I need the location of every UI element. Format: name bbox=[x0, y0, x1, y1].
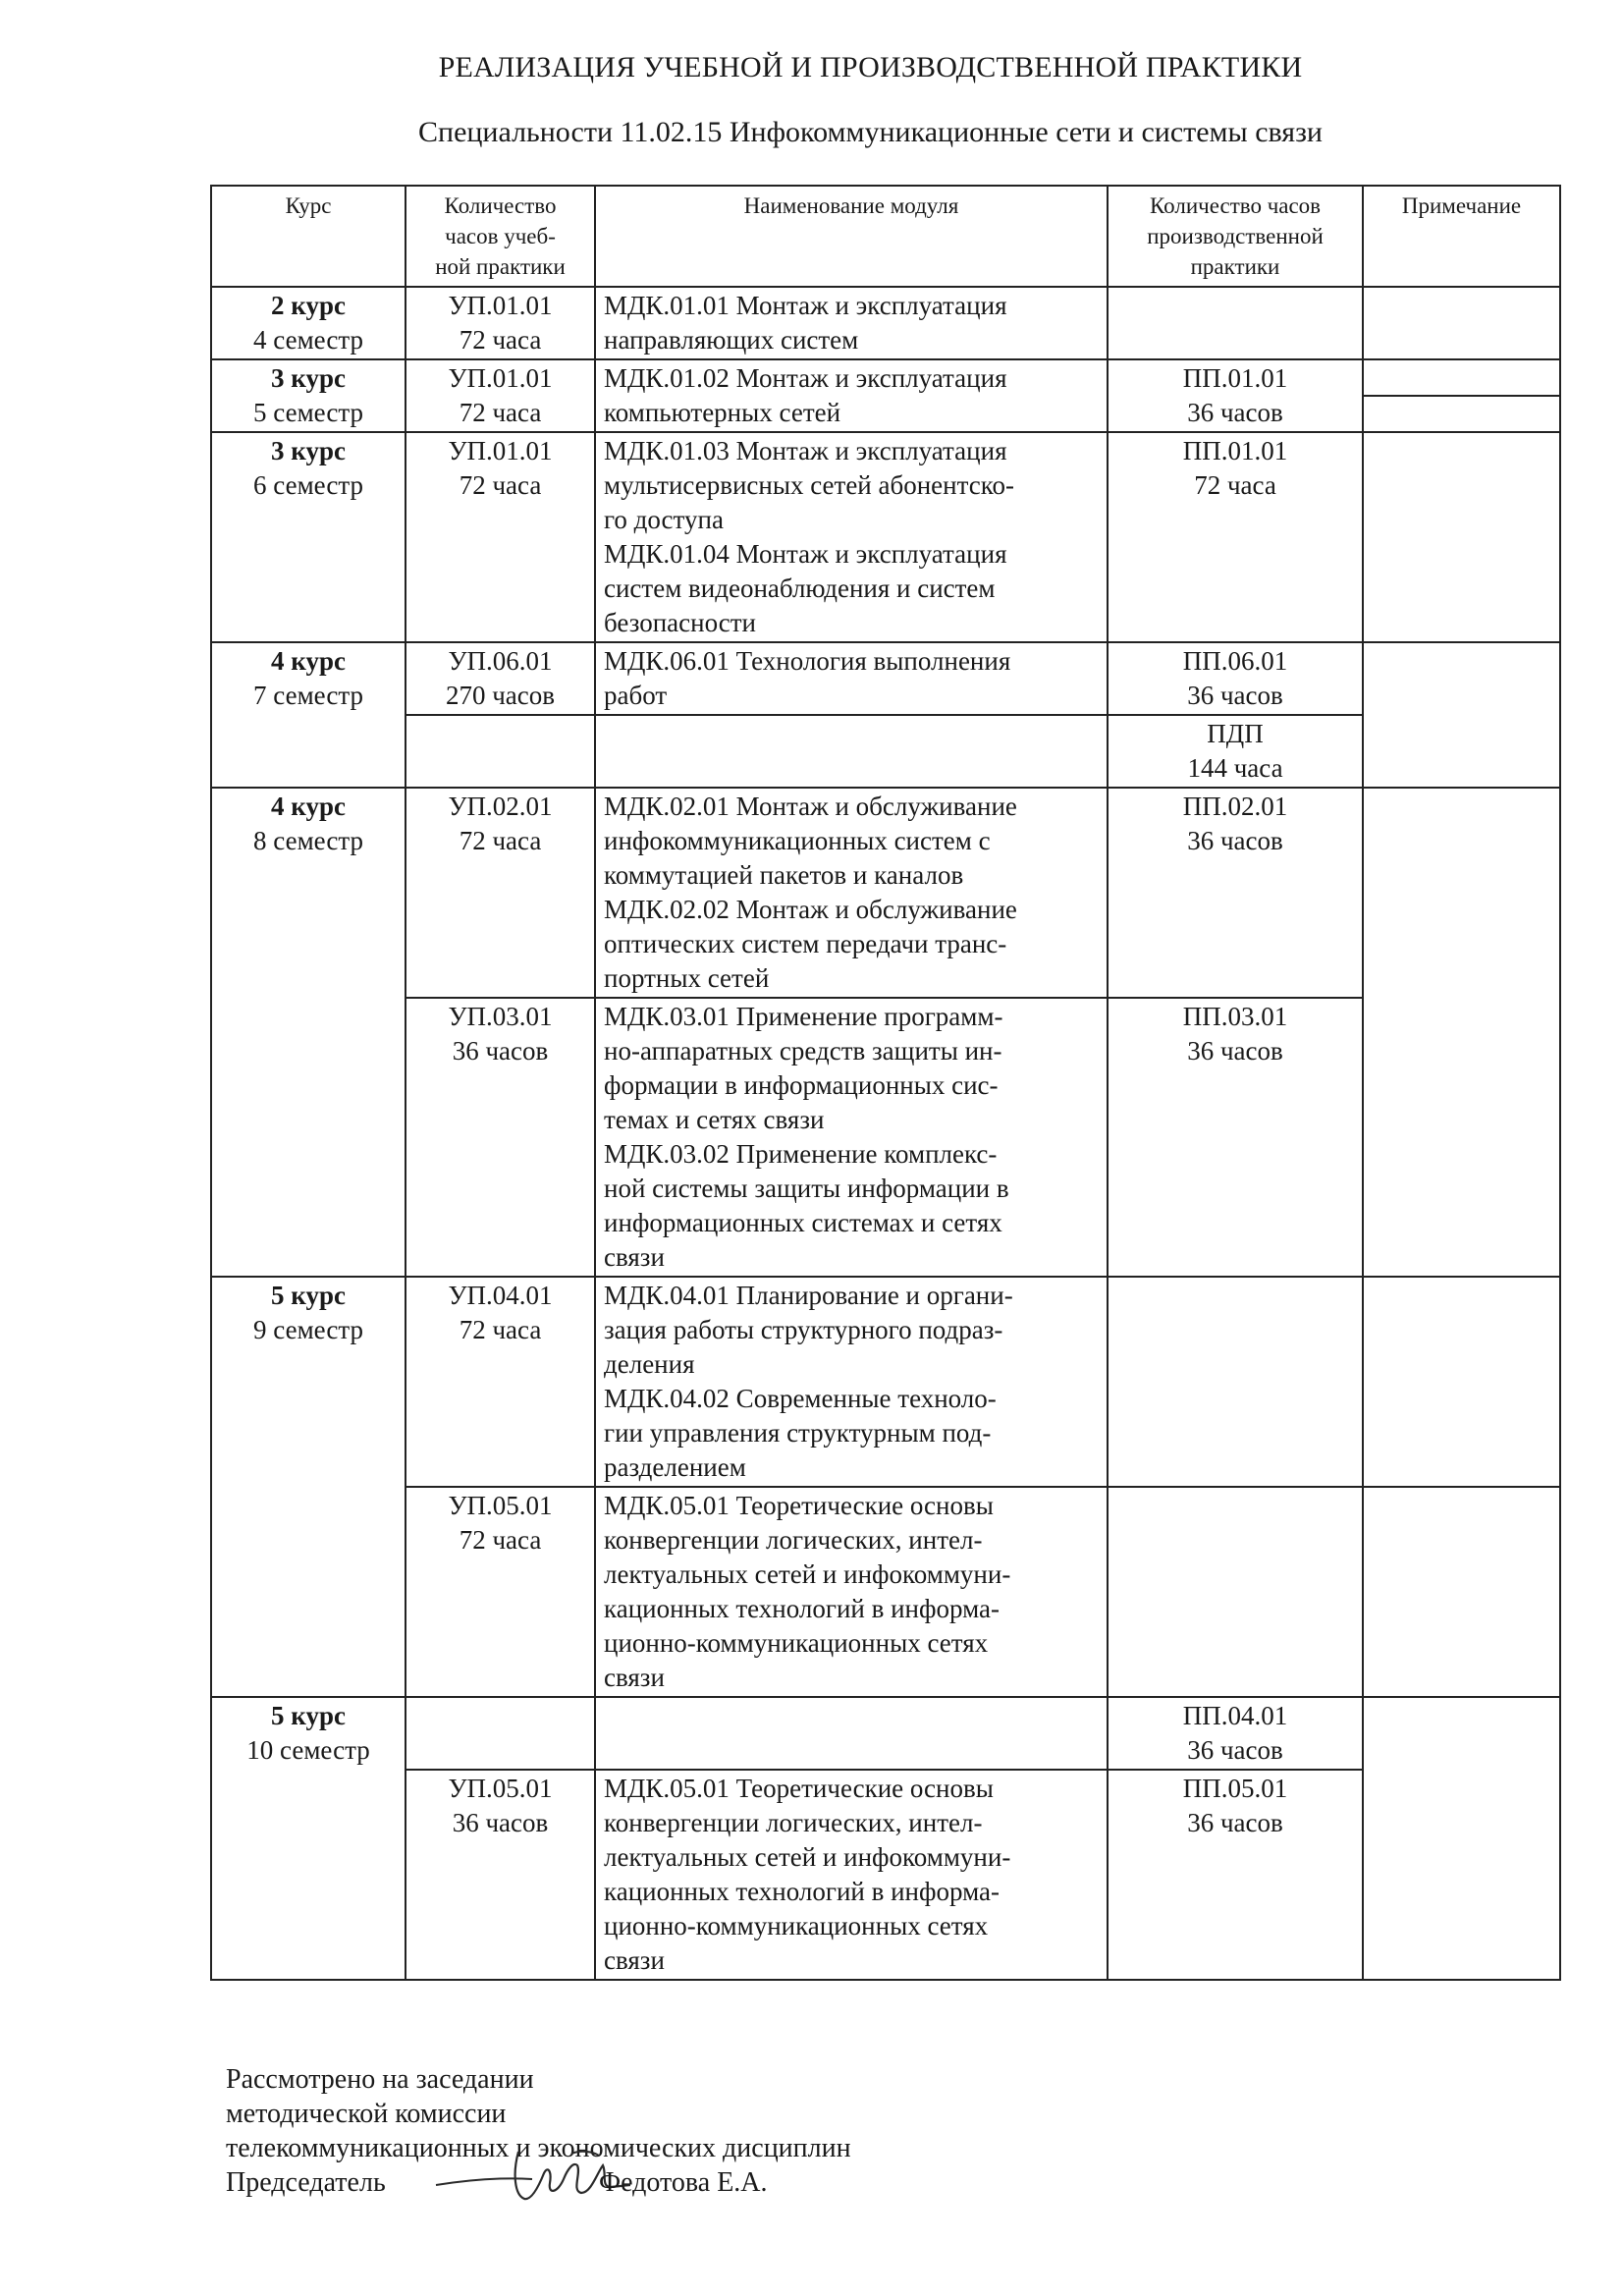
kurs-cell: 2 курс 4 семестр bbox=[211, 287, 406, 359]
up-cell: УП.02.01 72 часа bbox=[406, 788, 595, 998]
module-cell: МДК.01.02 Монтаж и эксплуатация компьютерных сетей bbox=[595, 359, 1108, 432]
module-cell bbox=[595, 1697, 1108, 1770]
note-cell bbox=[1363, 642, 1560, 788]
kurs-cell: 5 курс 10 семестр bbox=[211, 1697, 406, 1980]
module-cell: МДК.02.01 Монтаж и обслуживание инфокоммуникационных систем с коммутацией пакетов и каналов МДК.02.02 Монтаж и обслуживание оптических систем передачи транс- портных сетей bbox=[595, 788, 1108, 998]
pp-cell: ПП.01.01 72 часа bbox=[1108, 432, 1363, 642]
practice-table bbox=[210, 185, 1561, 1981]
table-row bbox=[211, 1277, 1560, 1487]
pp-cell: ПП.03.01 36 часов bbox=[1108, 998, 1363, 1277]
up-cell: УП.05.01 72 часа bbox=[406, 1487, 595, 1697]
up-cell: УП.01.01 72 часа bbox=[406, 359, 595, 432]
pp-cell bbox=[1108, 1487, 1363, 1697]
pp-cell bbox=[1108, 1277, 1363, 1487]
table-row bbox=[211, 432, 1560, 642]
kurs-cell: 4 курс 7 семестр bbox=[211, 642, 406, 788]
table-header-row bbox=[211, 186, 1560, 287]
header-hours-pp: Количество часов производственной практики bbox=[1108, 186, 1363, 287]
up-cell bbox=[406, 1697, 595, 1770]
up-cell: УП.01.01 72 часа bbox=[406, 432, 595, 642]
kurs-cell: 4 курс 8 семестр bbox=[211, 788, 406, 1277]
module-cell: МДК.01.01 Монтаж и эксплуатация направляющих систем bbox=[595, 287, 1108, 359]
up-cell: УП.01.01 72 часа bbox=[406, 287, 595, 359]
table-row bbox=[211, 788, 1560, 998]
note-cell bbox=[1363, 1277, 1560, 1487]
kurs-cell: 3 курс 6 семестр bbox=[211, 432, 406, 642]
kurs-cell: 5 курс 9 семестр bbox=[211, 1277, 406, 1697]
module-cell: МДК.06.01 Технология выполнения работ bbox=[595, 642, 1108, 715]
table-row bbox=[211, 642, 1560, 715]
module-cell: МДК.05.01 Теоретические основы конвергенции логических, интел- лектуальных сетей и инфокоммуни- кационных технологий в информа- ционно-коммуникационных сетях связи bbox=[595, 1487, 1108, 1697]
pp-cell: ПП.01.01 36 часов bbox=[1108, 359, 1363, 432]
note-cell bbox=[1363, 287, 1560, 359]
chair-name: Федотова Е.А. bbox=[599, 2167, 768, 2198]
table-row bbox=[211, 998, 1560, 1277]
footer-line: телекоммуникационных и экономических дисциплин bbox=[226, 2133, 851, 2163]
header-note: Примечание bbox=[1363, 186, 1560, 287]
header-module: Наименование модуля bbox=[595, 186, 1108, 287]
up-cell: УП.03.01 36 часов bbox=[406, 998, 595, 1277]
pp-cell: ПП.05.01 36 часов bbox=[1108, 1770, 1363, 1980]
approval-footer bbox=[226, 2062, 851, 2200]
pp-cell: ПП.04.01 36 часов bbox=[1108, 1697, 1363, 1770]
pp-cell: ПДП 144 часа bbox=[1108, 715, 1363, 788]
signature-row bbox=[226, 2165, 851, 2200]
up-cell: УП.06.01 270 часов bbox=[406, 642, 595, 715]
note-cell bbox=[1363, 1697, 1560, 1980]
footer-line: Рассмотрено на заседании bbox=[226, 2064, 534, 2095]
module-cell bbox=[595, 715, 1108, 788]
up-cell: УП.04.01 72 часа bbox=[406, 1277, 595, 1487]
kurs-cell: 3 курс 5 семестр bbox=[211, 359, 406, 432]
table-row bbox=[211, 1487, 1560, 1697]
pp-cell bbox=[1108, 287, 1363, 359]
footer-line: методической комиссии bbox=[226, 2099, 507, 2129]
note-cell bbox=[1363, 788, 1560, 1277]
document-subtitle: Специальности 11.02.15 Инфокоммуникационные сети и системы связи bbox=[418, 116, 1323, 148]
up-cell: УП.05.01 36 часов bbox=[406, 1770, 595, 1980]
header-kurs: Курс bbox=[211, 186, 406, 287]
up-cell bbox=[406, 715, 595, 788]
note-cell bbox=[1363, 432, 1560, 642]
module-cell: МДК.05.01 Теоретические основы конвергенции логических, интел- лектуальных сетей и инфокоммуни- кационных технологий в информа- ционно-коммуникационных сетях связи bbox=[595, 1770, 1108, 1980]
note-cell bbox=[1363, 1487, 1560, 1697]
pp-cell: ПП.06.01 36 часов bbox=[1108, 642, 1363, 715]
table-row bbox=[211, 287, 1560, 359]
chair-label: Председатель bbox=[226, 2167, 386, 2198]
table-row bbox=[211, 1697, 1560, 1770]
table-row bbox=[211, 715, 1560, 788]
table-row bbox=[211, 359, 1560, 432]
table-row bbox=[211, 1770, 1560, 1980]
module-cell: МДК.01.03 Монтаж и эксплуатация мультисервисных сетей абонентско- го доступа МДК.01.04 Монтаж и эксплуатация систем видеонаблюдения и систем безопасности bbox=[595, 432, 1108, 642]
module-cell: МДК.04.01 Планирование и органи- зация работы структурного подраз- деления МДК.04.02 Современные техноло- гии управления структурным под- разделением bbox=[595, 1277, 1108, 1487]
note-cell bbox=[1363, 359, 1560, 432]
pp-cell: ПП.02.01 36 часов bbox=[1108, 788, 1363, 998]
module-cell: МДК.03.01 Применение программ- но-аппаратных средств защиты ин- формации в информационных сис- темах и сетях связи МДК.03.02 Применение комплекс- ной системы защиты информации в информационных системах и сетях связи bbox=[595, 998, 1108, 1277]
header-hours-up: Количество часов учеб- ной практики bbox=[406, 186, 595, 287]
document-title: РЕАЛИЗАЦИЯ УЧЕБНОЙ И ПРОИЗВОДСТВЕННОЙ ПРАКТИКИ bbox=[438, 51, 1303, 83]
